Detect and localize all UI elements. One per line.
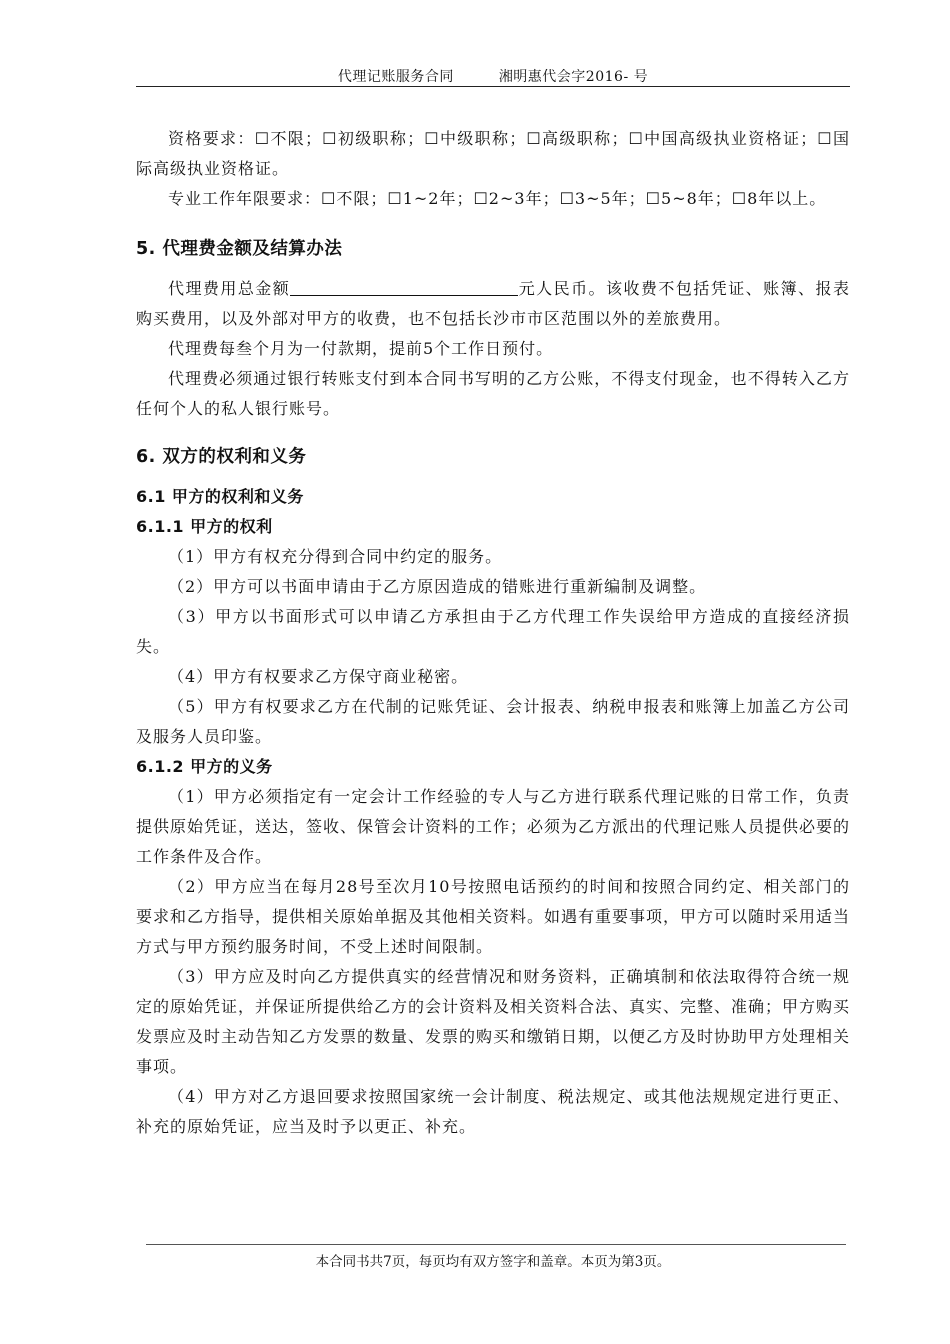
fee-amount-paragraph [136, 274, 850, 334]
duty-item: （3）甲方应及时向乙方提供真实的经营情况和财务资料，正确填制和依法取得符合统一规定的原始凭证，并保证所提供给乙方的会计资料及相关资料合法、真实、完整、准确；甲方购买发票应及时主动告知乙方发票的数量、发票的购买和缴销日期，以便乙方及时协助甲方处理相关事项。 [136, 967, 851, 1076]
fee-prefix: 代理费用总金额 [168, 279, 291, 298]
fee-suffix: 元人民币。该收费不包括凭证、账簿、报表购买费用，以及外部对甲方的收费，也不包括长沙市市区范围以外的差旅费用。 [136, 279, 850, 328]
page-footer: 本合同书共7页，每页均有双方签字和盖章。本页为第3页。 [315, 1254, 671, 1270]
right-item: （5）甲方有权要求乙方在代制的记账凭证、会计报表、纳税申报表和账簿上加盖乙方公司及服务人员印鉴。 [136, 697, 850, 746]
right-item: （1）甲方有权充分得到合同中约定的服务。 [168, 547, 503, 566]
section-6-1-2-heading: 6.1.2 甲方的义务 [136, 757, 273, 776]
contract-number: 湘明惠代会字2016- 号 [498, 69, 649, 85]
section-6-1-1-heading: 6.1.1 甲方的权利 [136, 517, 273, 536]
right-item: （4）甲方有权要求乙方保守商业秘密。 [168, 667, 469, 686]
duty-item: （4）甲方对乙方退回要求按照国家统一会计制度、税法规定、或其他法规规定进行更正、补充的原始凭证，应当及时予以更正、补充。 [136, 1087, 850, 1136]
footer-divider [146, 1244, 846, 1245]
work-years-requirement: 专业工作年限要求：☐不限；☐1~2年；☐2~3年；☐3~5年；☐5~8年；☐8年以上。 [168, 189, 827, 208]
payment-period-paragraph: 代理费每叁个月为一付款期，提前5个工作日预付。 [168, 339, 554, 358]
duty-item: （2）甲方应当在每月28号至次月10号按照电话预约的时间和按照合同约定、相关部门的要求和乙方指导，提供相关原始单据及其他相关资料。如遇有重要事项，甲方可以随时采用适当方式与甲方预约服务时间，不受上述时间限制。 [136, 877, 851, 956]
page-header [136, 66, 850, 86]
section-5-heading: 5. 代理费金额及结算办法 [136, 239, 343, 259]
qualification-requirement: 资格要求：☐不限；☐初级职称；☐中级职称；☐高级职称；☐中国高级执业资格证；☐国际高级执业资格证。 [136, 129, 850, 178]
right-item: （2）甲方可以书面申请由于乙方原因造成的错账进行重新编制及调整。 [168, 577, 707, 596]
right-item: （3）甲方以书面形式可以申请乙方承担由于乙方代理工作失误给甲方造成的直接经济损失。 [136, 607, 850, 656]
header-divider [136, 86, 850, 87]
duty-item: （1）甲方必须指定有一定会计工作经验的专人与乙方进行联系代理记账的日常工作，负责提供原始凭证，送达，签收、保管会计资料的工作；必须为乙方派出的代理记账人员提供必要的工作条件及合作。 [136, 787, 851, 866]
document-body [136, 124, 850, 1142]
payment-method-paragraph: 代理费必须通过银行转账支付到本合同书写明的乙方公账，不得支付现金，也不得转入乙方任何个人的私人银行账号。 [136, 369, 850, 418]
fee-amount-blank[interactable] [290, 277, 518, 296]
section-6-heading: 6. 双方的权利和义务 [136, 447, 307, 467]
section-6-1-heading: 6.1 甲方的权利和义务 [136, 487, 304, 506]
contract-name: 代理记账服务合同 [337, 69, 454, 85]
